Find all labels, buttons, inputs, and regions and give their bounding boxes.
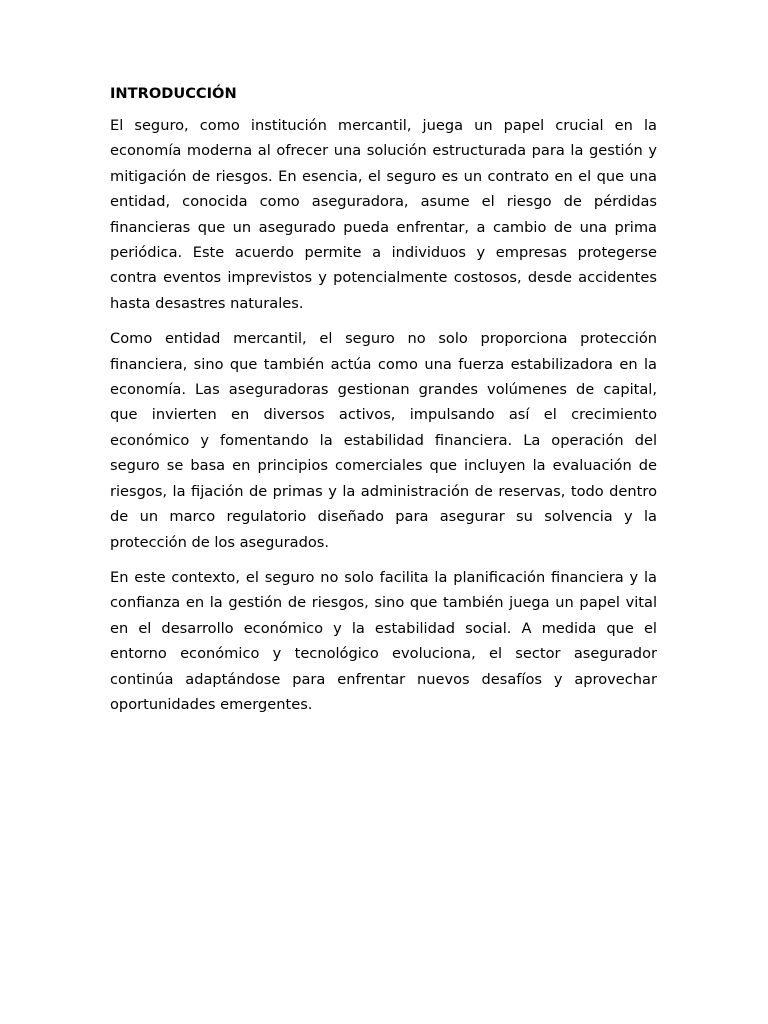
- document-body: [110, 84, 657, 727]
- paragraph-2: Como entidad mercantil, el seguro no solo proporciona protección financiera, sino que también actúa como una fuerza estabilizadora en la economía. Las aseguradoras gestionan grandes volúmenes de capital, que invierten en diversos activos, impulsando así el crecimiento económico y fomentando la estabilidad financiera. La operación del seguro se basa en principios comerciales que incluyen la evaluación de riesgos, la fijación de primas y la administración de reservas, todo dentro de un marco regulatorio diseñado para asegurar su solvencia y la protección de los asegurados.: [110, 330, 657, 551]
- section-heading: INTRODUCCIÓN: [110, 85, 237, 102]
- paragraph-3: En este contexto, el seguro no solo facilita la planificación financiera y la confianza en la gestión de riesgos, sino que también juega un papel vital en el desarrollo económico y la estabilidad social. A medida que el entorno económico y tecnológico evoluciona, el sector asegurador continúa adaptándose para enfrentar nuevos desafíos y aprovechar oportunidades emergentes.: [110, 568, 657, 713]
- paragraph-1: El seguro, como institución mercantil, juega un papel crucial en la economía moderna al ofrecer una solución estructurada para la gestión y mitigación de riesgos. En esencia, el seguro es un contrato en el que una entidad, conocida como aseguradora, asume el riesgo de pérdidas financieras que un asegurado pueda enfrentar, a cambio de una prima periódica. Este acuerdo permite a individuos y empresas protegerse contra eventos imprevistos y potencialmente costosos, desde accidentes hasta desastres naturales.: [110, 117, 657, 312]
